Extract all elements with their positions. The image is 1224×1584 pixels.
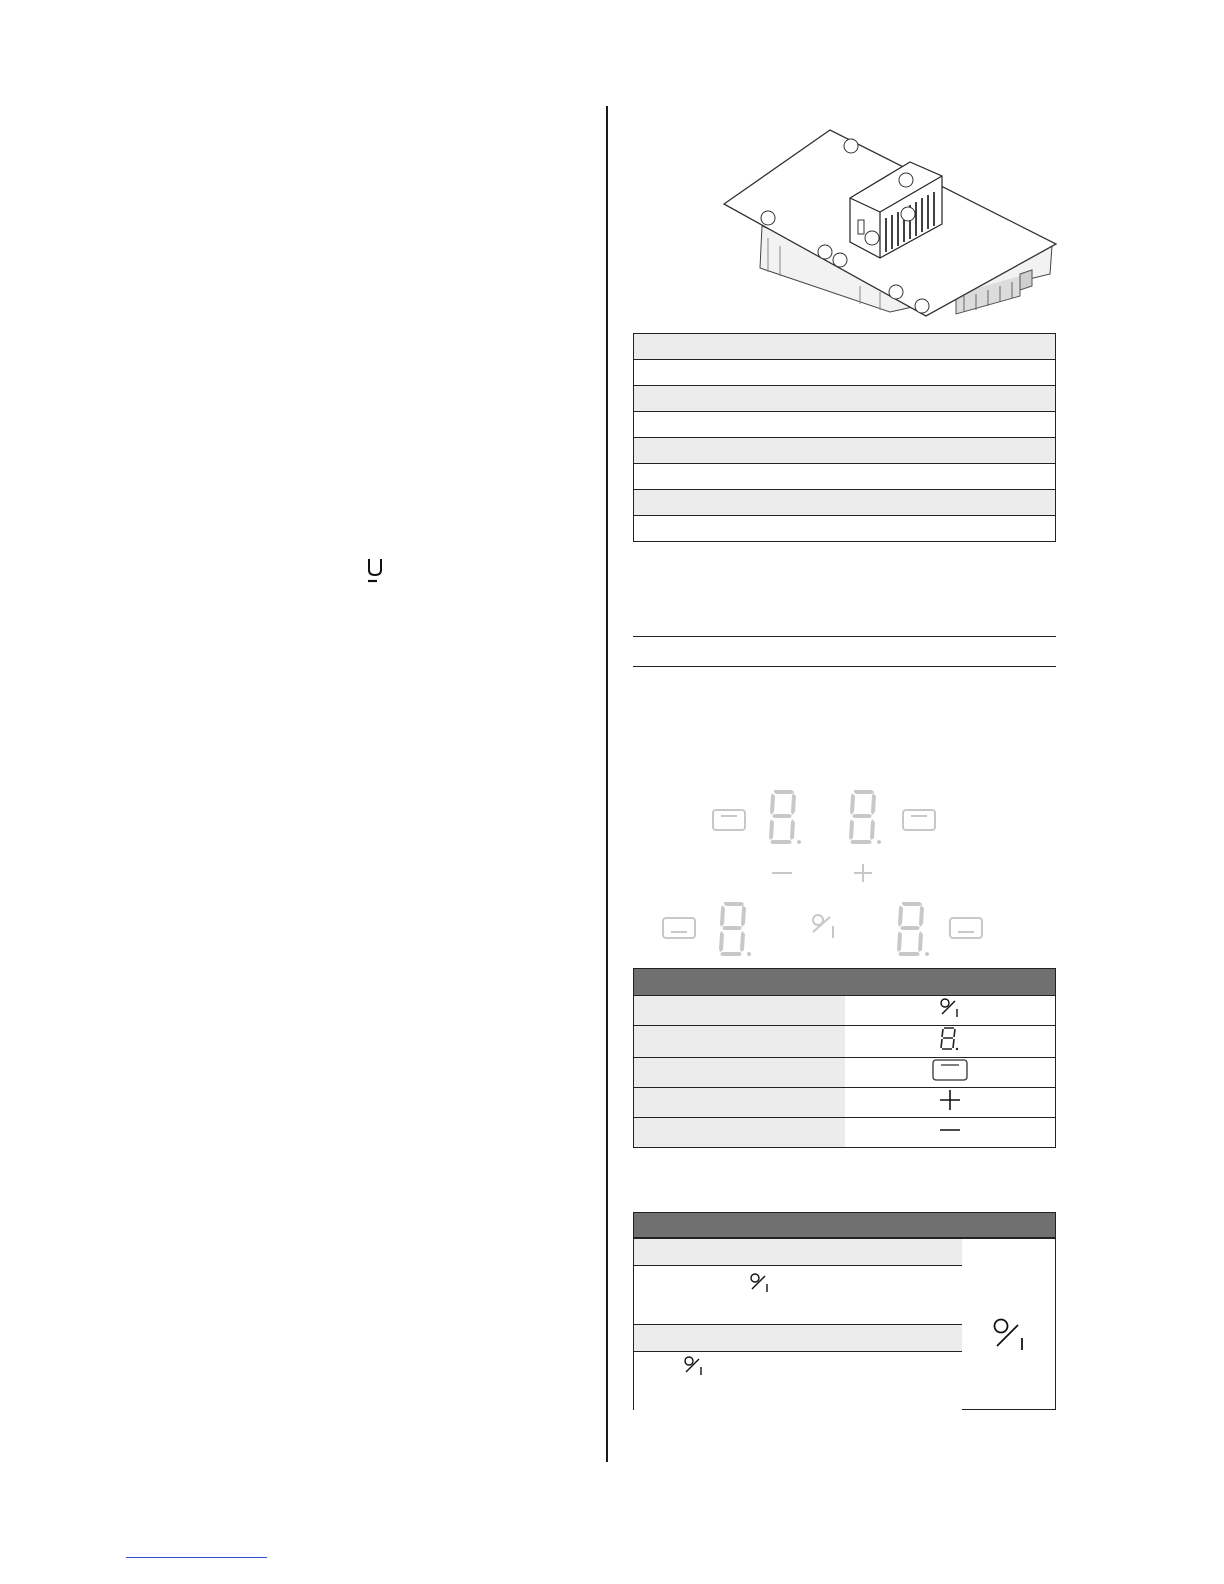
- on-off-icon: [990, 1317, 1028, 1355]
- seven-segment-display-icon: [769, 790, 801, 844]
- callout-circle: [761, 211, 775, 225]
- table-row: [634, 1118, 1056, 1148]
- seven-segment-display-icon: [719, 902, 751, 956]
- seven-segment-display-icon: [849, 790, 881, 844]
- table-row: [634, 490, 1056, 516]
- callout-circle: [899, 173, 913, 187]
- zone-key-icon: [950, 918, 982, 938]
- plus-icon: [854, 864, 872, 882]
- callout-circle: [901, 207, 915, 221]
- table-row: [634, 360, 1056, 386]
- residual-heat-glyph-icon: [362, 556, 388, 586]
- section-rule-top: [633, 636, 1056, 637]
- table-row: [634, 1352, 962, 1410]
- callout-circle: [865, 231, 879, 245]
- callout-circle: [889, 285, 903, 299]
- on-off-icon: [682, 1354, 706, 1378]
- table-row: [634, 1324, 962, 1352]
- table-row: [634, 334, 1056, 360]
- hob-illustration: [720, 126, 1062, 326]
- zone-key-icon: [903, 810, 935, 830]
- callout-circle: [833, 253, 847, 267]
- zone-key-icon: [931, 1058, 969, 1082]
- seven-segment-display-icon: [938, 1026, 962, 1052]
- callout-circle: [915, 299, 929, 313]
- table-row: [634, 1058, 1056, 1088]
- callout-circle: [818, 245, 832, 259]
- table-header-row: [634, 969, 1056, 996]
- table-row: [634, 386, 1056, 412]
- onoff-table: [633, 1238, 1056, 1410]
- table-row: [634, 1266, 962, 1324]
- controls-legend-table: [633, 968, 1056, 1148]
- column-divider: [606, 106, 608, 1462]
- table-row: [634, 412, 1056, 438]
- table-row: [634, 996, 1056, 1026]
- table-row: [634, 1239, 962, 1266]
- plus-icon: [938, 1088, 962, 1112]
- zone-key-icon: [713, 810, 745, 830]
- section-rule-bottom: [633, 666, 1056, 667]
- table-row: [634, 464, 1056, 490]
- on-off-icon: [748, 1271, 772, 1295]
- seven-segment-display-icon: [897, 902, 929, 956]
- footer-link-underline[interactable]: [126, 1557, 267, 1558]
- onoff-table-header: [633, 1212, 1056, 1238]
- callout-circle: [844, 139, 858, 153]
- table-row: [634, 1088, 1056, 1118]
- on-off-icon: [813, 915, 833, 938]
- table-row: [634, 438, 1056, 464]
- minus-icon: [938, 1118, 962, 1142]
- zone-key-icon: [663, 918, 695, 938]
- parts-legend-table: [633, 333, 1056, 542]
- on-off-icon: [938, 996, 962, 1020]
- control-panel-illustration: [650, 786, 1050, 961]
- table-row: [634, 516, 1056, 542]
- table-row: [634, 1026, 1056, 1058]
